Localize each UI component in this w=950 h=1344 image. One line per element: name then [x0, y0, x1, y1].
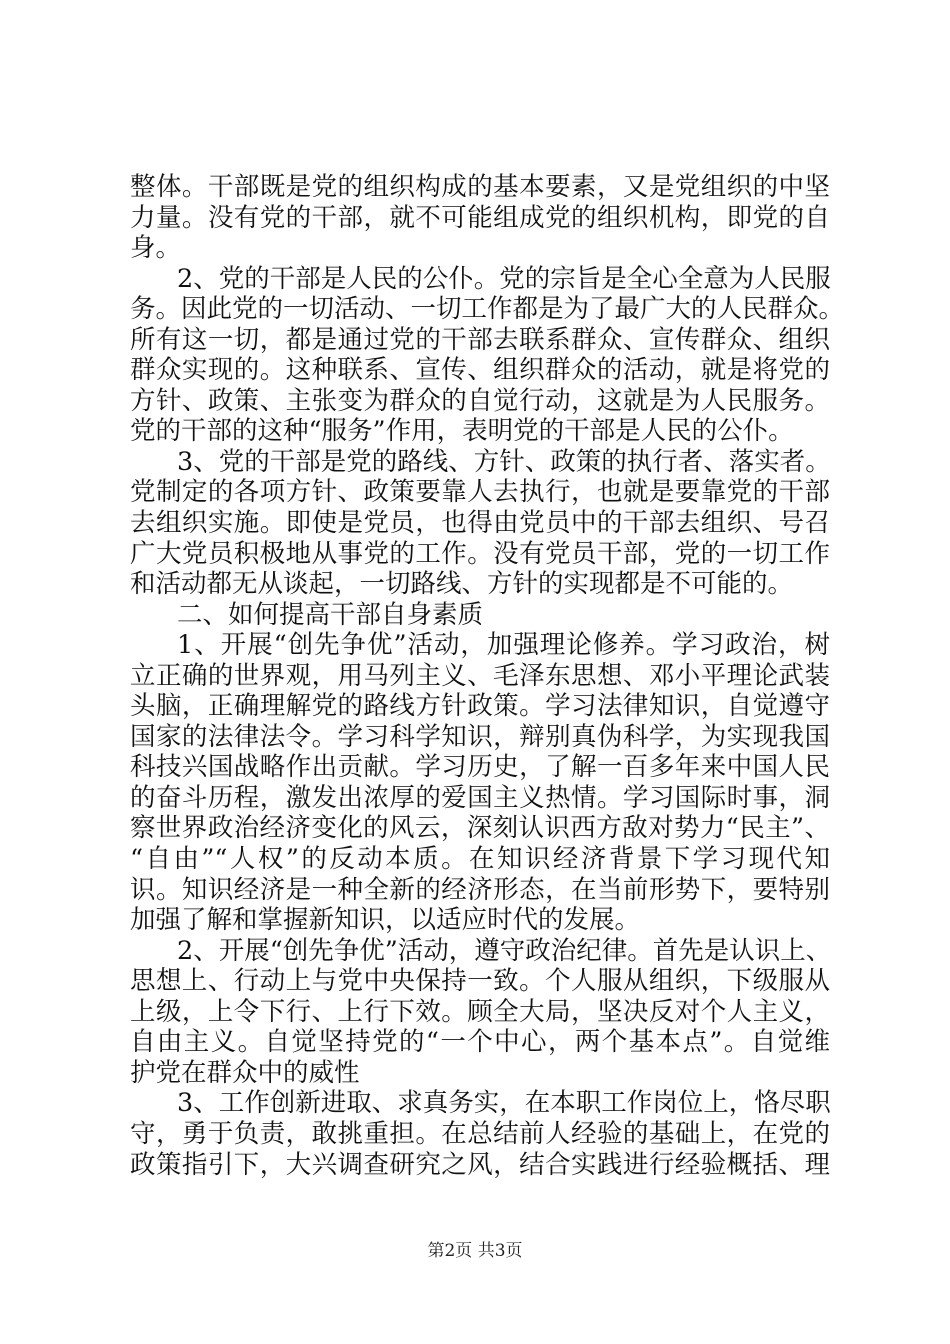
- text-line: 群众实现的。这种联系、宣传、组织群众的活动，就是将党的: [130, 355, 830, 386]
- text-line: 国家的法律法令。学习科学知识，辩别真伪科学，为实现我国: [130, 721, 830, 752]
- text-line: 力量。没有党的干部，就不可能组成党的组织机构，即党的自: [130, 202, 830, 233]
- text-line: 3、党的干部是党的路线、方针、政策的执行者、落实者。: [177, 446, 831, 477]
- text-line: 务。因此党的一切活动、一切工作都是为了最广大的人民群众。: [130, 294, 845, 325]
- page-footer: 第2页 共3页: [427, 1241, 523, 1261]
- text-line: 守，勇于负责，敢挑重担。在总结前人经验的基础上，在党的: [130, 1118, 830, 1149]
- text-line: 2、党的干部是人民的公仆。党的宗旨是全心全意为人民服: [177, 263, 831, 294]
- text-line: 党的干部的这种“服务”作用，表明党的干部是人民的公仆。: [130, 416, 794, 447]
- text-line: 方针、政策、主张变为群众的自觉行动，这就是为人民服务。: [130, 385, 830, 416]
- text-line: 识。知识经济是一种全新的经济形态，在当前形势下，要特别: [130, 874, 830, 905]
- text-line: 2、开展“创先争优”活动，遵守政治纪律。首先是认识上、: [177, 935, 832, 966]
- document-body: [130, 172, 845, 1180]
- text-line: 身。: [130, 233, 182, 264]
- text-line: 二、如何提高干部自身素质: [177, 599, 484, 630]
- text-line: 广大党员积极地从事党的工作。没有党员干部，党的一切工作: [130, 538, 830, 569]
- text-line: 政策指引下，大兴调查研究之风，结合实践进行经验概括、理: [130, 1149, 830, 1180]
- text-line: 1、开展“创先争优”活动，加强理论修养。学习政治，树: [177, 630, 830, 661]
- text-line: 自由主义。自觉坚持党的“一个中心，两个基本点”。自觉维: [130, 1027, 830, 1058]
- text-line: 思想上、行动上与党中央保持一致。个人服从组织，下级服从: [130, 966, 830, 997]
- text-line: 科技兴国战略作出贡献。学习历史，了解一百多年来中国人民: [130, 752, 830, 783]
- text-line: 3、工作创新进取、求真务实，在本职工作岗位上，恪尽职: [177, 1088, 831, 1119]
- text-line: 察世界政治经济变化的风云，深刻认识西方敌对势力“民主”、: [130, 813, 830, 844]
- text-line: “自由”“人权”的反动本质。在知识经济背景下学习现代知: [130, 844, 830, 875]
- text-line: 去组织实施。即使是党员，也得由党员中的干部去组织、号召: [130, 508, 830, 539]
- text-line: 的奋斗历程，激发出浓厚的爱国主义热情。学习国际时事，洞: [130, 782, 830, 813]
- text-line: 整体。干部既是党的组织构成的基本要素，又是党组织的中坚: [130, 172, 830, 202]
- text-line: 党制定的各项方针、政策要靠人去执行，也就是要靠党的干部: [130, 477, 830, 508]
- text-line: 所有这一切，都是通过党的干部去联系群众、宣传群众、组织: [130, 324, 830, 355]
- text-line: 护党在群众中的威性: [130, 1057, 360, 1088]
- text-line: 立正确的世界观，用马列主义、毛泽东思想、邓小平理论武装: [130, 660, 830, 691]
- text-line: 和活动都无从谈起，一切路线、方针的实现都是不可能的。: [130, 569, 794, 600]
- text-line: 上级，上令下行、上行下效。顾全大局，坚决反对个人主义，: [130, 996, 830, 1027]
- text-line: 头脑，正确理解党的路线方针政策。学习法律知识，自觉遵守: [130, 691, 830, 722]
- text-line: 加强了解和掌握新知识，以适应时代的发展。: [130, 905, 641, 936]
